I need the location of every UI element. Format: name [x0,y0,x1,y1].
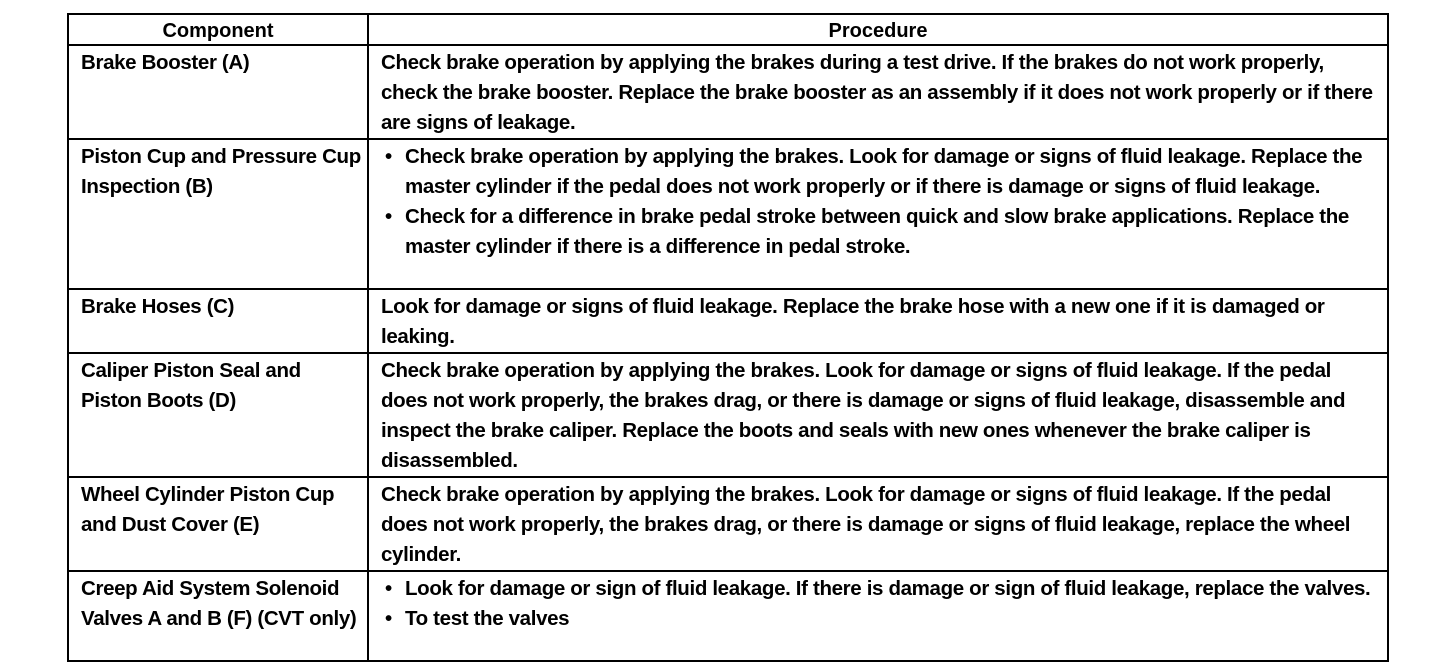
bullet-icon: • [385,607,392,630]
procedure-header: Procedure [368,14,1388,45]
procedure-cell [368,139,1388,289]
procedure-cell: Check brake operation by applying the brakes. Look for damage or signs of fluid leakage. If the pedal does not work properly, the brakes drag, or there is damage or signs of fluid leakage, replace the wheel cylinder. [368,477,1388,571]
bullet-item [381,142,1381,202]
component-cell: Creep Aid System Solenoid Valves A and B (F) (CVT only) [68,571,368,661]
bullet-text: To test the valves [405,607,570,630]
bullet-icon: • [385,205,392,228]
component-cell: Piston Cup and Pressure Cup Inspection (B) [68,139,368,289]
component-header: Component [68,14,368,45]
header-row [68,14,1388,45]
bullet-text: Check for a difference in brake pedal stroke between quick and slow brake applications. Replace the master cylinder if there is a difference in pedal stroke. [405,205,1349,258]
component-cell: Caliper Piston Seal and Piston Boots (D) [68,353,368,477]
table-row [68,571,1388,661]
table-row [68,353,1388,477]
procedure-cell: Look for damage or signs of fluid leakage. Replace the brake hose with a new one if it is damaged or leaking. [368,289,1388,353]
procedure-cell: Check brake operation by applying the brakes during a test drive. If the brakes do not work properly, check the brake booster. Replace the brake booster as an assembly if it does not work properly or if there are signs of leakage. [368,45,1388,139]
bullet-item [381,574,1381,604]
bullet-item [381,202,1381,262]
procedure-cell [368,571,1388,661]
bullet-list [381,142,1381,262]
bullet-item [381,604,1381,634]
bullet-text: Check brake operation by applying the brakes. Look for damage or signs of fluid leakage. Replace the master cylinder if the pedal does not work properly or if there is damage or signs of fluid leakage. [405,145,1363,198]
table-row [68,289,1388,353]
table-row [68,139,1388,289]
procedure-table [67,13,1389,662]
bullet-icon: • [385,577,392,600]
bullet-text: Look for damage or sign of fluid leakage. If there is damage or sign of fluid leakage, replace the valves. [405,577,1371,600]
table-row [68,45,1388,139]
component-cell: Brake Hoses (C) [68,289,368,353]
procedure-cell: Check brake operation by applying the brakes. Look for damage or signs of fluid leakage. If the pedal does not work properly, the brakes drag, or there is damage or signs of fluid leakage, disassemble and inspect the brake caliper. Replace the boots and seals with new ones whenever the brake caliper is disassembled. [368,353,1388,477]
component-cell: Brake Booster (A) [68,45,368,139]
table-row [68,477,1388,571]
component-cell: Wheel Cylinder Piston Cup and Dust Cover (E) [68,477,368,571]
bullet-icon: • [385,145,392,168]
bullet-list [381,574,1381,634]
